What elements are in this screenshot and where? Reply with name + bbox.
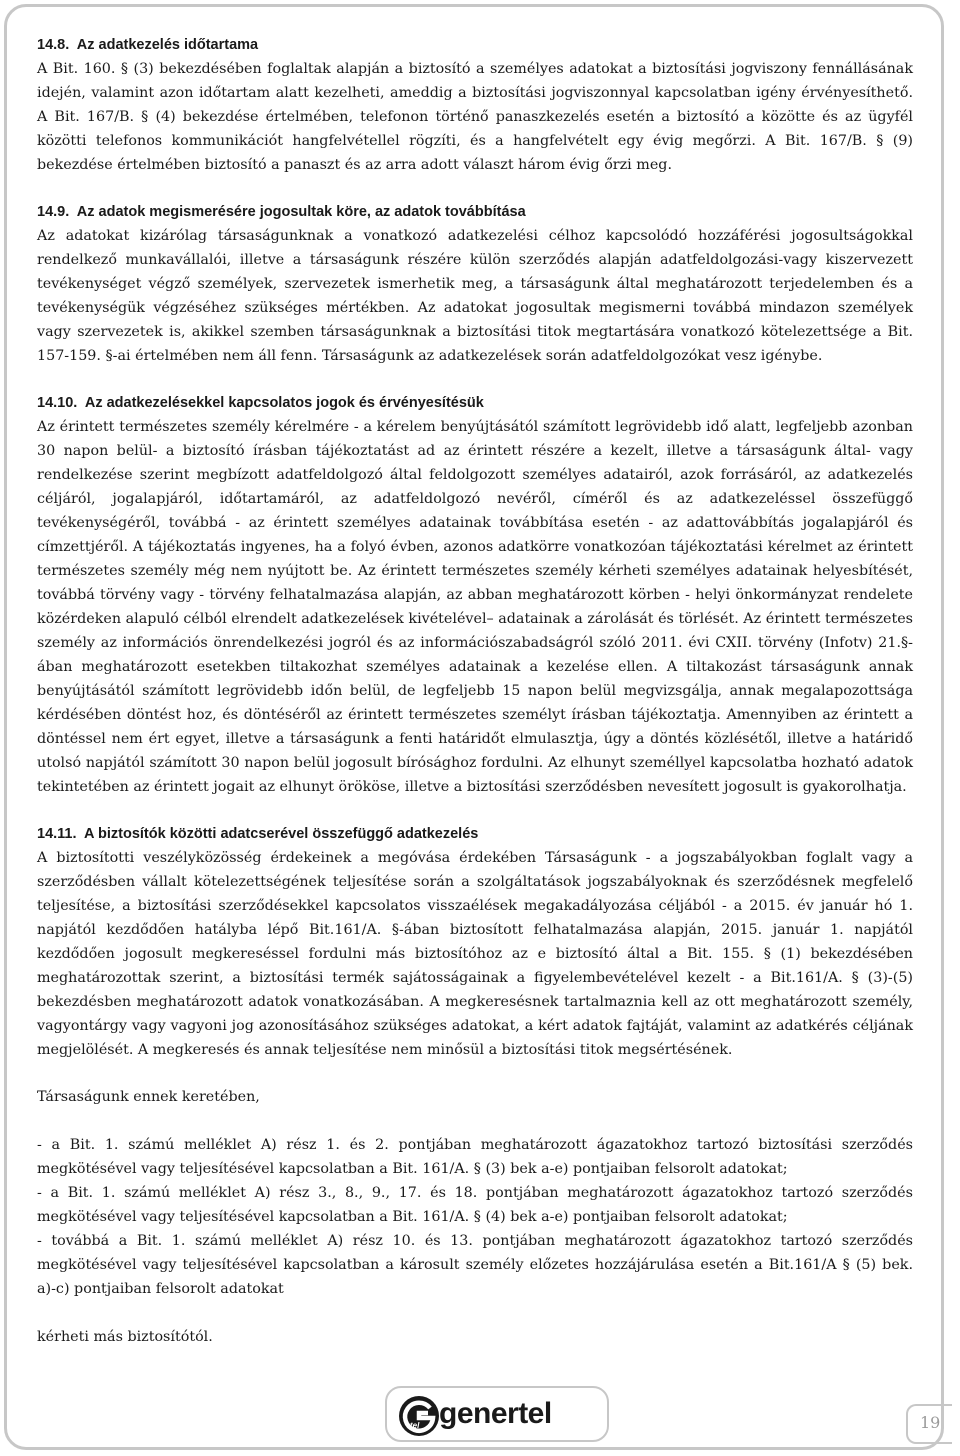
section-heading [37,33,913,57]
genertel-g-icon [397,1394,441,1438]
section-paragraph: Az adatokat kizárólag társaságunknak a vonatkozó adatkezelési célhoz kapcsolódó hozzáférési jogosultságokkal rendelkező munkavállalói, illetve a társaságunk részére külön szerződés alapján adatfeldolgozási-vagy kiszervezett tevékenységet végző személyek, szervezetek ismerhetik meg, a társaságunk által meghatározott terjedelemben és a tevékenységük végzéséhez szükséges mértékben. Az adatokat jogosultak megismerni továbbá mindazon személyek vagy szervezetek is, akikkel szemben társaságunknak a biztosítási titok megtartására vonatkozó kötelezettsége a Bit. 157-159. §-ai értelmében nem áll fenn. Társaságunk az adatkezelések során adatfeldolgozókat vesz igénybe. [37,228,913,364]
section-heading [37,200,913,224]
section-number: 14.9. [37,204,70,220]
section-14-9 [37,200,913,368]
section-14-8 [37,33,913,177]
section-paragraph: Az érintett természetes személy kérelmére - a kérelem benyújtásától számított legrövidebb idő alatt, legfeljebb azonban 30 napon belül- a biztosító írásban tájékoztatást ad az érintett részére a kezelt, illetve a társaságunk által- vagy rendelkezése szerint megbízott adatfeldolgozó által feldolgozott személyes adatairól, azok forrásáról, az adatkezelés céljáról, jogalapjáról, időtartamáról, az adatfeldolgozó nevéről, címéről és az adatkezeléssel összefüggő tevékenységéről, továbbá - az érintett személyes adatainak továbbítása esetén - az adattovábbítás jogalapjáról és címzettjéről. A tájékoztatás ingyenes, ha a folyó évben, azonos adatkörre vonatkozóan tájékoztatási kérelmet az érintett természetes személy még nem nyújtott be. Az érintett természetes személy kérheti személyes adatainak helyesbítését, továbbá törvény vagy - törvény felhatalmazása alapján, az abban meghatározott körben - helyi önkormányzat rendelete közérdeken alapuló célból elrendelt adatkezelések kivételével– adatainak a zárolását és törlését. Az érintett természetes személy az információs önrendelkezési jogról és az információszabadságról szóló 2011. évi CXII. törvény (Infotv) 21.§-ában meghatározott esetekben tiltakozhat személyes adatainak a kezelése ellen. A tiltakozást társaságunk annak benyújtásától számított legrövidebb időn belül, de legfeljebb 15 napon belül megvizsgálja, annak megalapozottsága kérdésében döntést hoz, és döntéséről az érintett természetes személyt írásban tájékoztatja. Amennyiben az érintett a döntéssel nem ért egyet, illetve a társaságunk a fenti határidőt elmulasztja, úgy a döntés közlésétől, illetve a határidő utolsó napjától számított 30 napon belül jogosult bírósághoz fordulni. Az elhunyt személlyel kapcsolatba hozható adatok tekintetében az érintett jogait az elhunyt örököse, illetve a biztosítási szerződésben nevesített jogosult is gyakorolhatja. [37,419,913,795]
section-title: Az adatkezelésekkel kapcsolatos jogok és érvényesítésük [84,395,484,411]
section-number: 14.11. [37,826,77,842]
list-item: - a Bit. 1. számú melléklet A) rész 1. és 2. pontjában meghatározott ágazatokhoz tartozó biztosítási szerződés megkötésével vagy teljesítésével kapcsolatban a Bit. 161/A. § (3) bek a-e) pontjaiban felsorolt adatokat; [37,1137,913,1177]
section-heading [37,391,913,415]
logo-small-text: tel [410,1421,420,1430]
section-title: Az adatkezelés időtartama [76,37,259,53]
page-number: 19 [920,1413,941,1432]
genertel-logo [385,1386,609,1442]
list-item: - továbbá a Bit. 1. számú melléklet A) rész 10. és 13. pontjában meghatározott ágazatokhoz tartozó szerződés megkötésével vagy teljesítésével kapcsolatban a károsult személy előzetes hozzájárulása esetén a Bit.161/A § (5) bek. a)-c) pontjaiban felsorolt adatokat [37,1233,913,1297]
section-title: Az adatok megismerésére jogosultak köre, az adatok továbbítása [76,204,526,220]
document-body [37,33,913,1349]
section-paragraph: A biztosítotti veszélyközösség érdekeinek a megóvása érdekében Társaságunk - a jogszabályokban foglalt vagy a szerződésben vállalt kötelezettségének teljesítése során a szolgáltatások jogszabályoknak és szerződésnek megfelelő teljesítése, a biztosítási szerződésekkel kapcsolatos visszaélések megakadályozása céljából - a 2015. év január hó 1. napjától kezdődően hatályba lépő Bit.161/A. §-ában biztosított felhatalmazása alapján, 2015. január 1. napjától kezdődően jogosult megkereséssel fordulni más biztosítóhoz az e biztosító által a Bit. 155. § (1) bekezdésében meghatározottak szerint, a biztosítási termék sajátosságainak a figyelembevételével kezelt - a Bit.161/A. § (3)-(5) bekezdésben meghatározott adatok vonatkozásában. A megkeresésnek tartalmaznia kell az ott meghatározott személy, vagyontárgy vagy vagyoni jog azonosításához szükséges adatokat, a kért adatok fajtáját, valamint az adatkérés céljának megjelölését. A megkeresés és annak teljesítése nem minősül a biztosítási titok megsértésének. [37,850,913,1058]
section-14-11 [37,822,913,1062]
section-14-10 [37,391,913,799]
list-item: - a Bit. 1. számú melléklet A) rész 3., 8., 9., 17. és 18. pontjában meghatározott ágazatokhoz tartozó szerződés megkötésével vagy teljesítésével kapcsolatban a Bit. 161/A. § (4) bek a-e) pontjaiban felsorolt adatokat; [37,1185,913,1225]
section-paragraph: A Bit. 160. § (3) bekezdésében foglaltak alapján a biztosító a személyes adatokat a biztosítási jogviszony fennállásának idején, valamint azon időtartam alatt kezelheti, ameddig a biztosítási jogviszonnyal kapcsolatban igény érvényesíthető. A Bit. 167/B. § (4) bekezdése értelmében, telefonon történő panaszkezelés esetén a biztosító a közötte és az ügyfél közötti telefonos kommunikációt hangfelvétellel rögzíti, és a hangfelvételt egy évig megőrzi. A Bit. 167/B. § (9) bekezdése értelmében biztosító a panaszt és az arra adott választ három évig őrzi meg. [37,61,913,173]
logo-wordmark: genertel [439,1397,552,1430]
section-number: 14.8. [37,37,70,53]
intro-line: Társaságunk ennek keretében, [37,1089,260,1105]
section-number: 14.10. [37,395,78,411]
closing-line: kérheti más biztosítótól. [37,1329,213,1345]
section-title: A biztosítók közötti adatcserével összefüggő adatkezelés [84,826,479,842]
section-heading [37,822,913,846]
